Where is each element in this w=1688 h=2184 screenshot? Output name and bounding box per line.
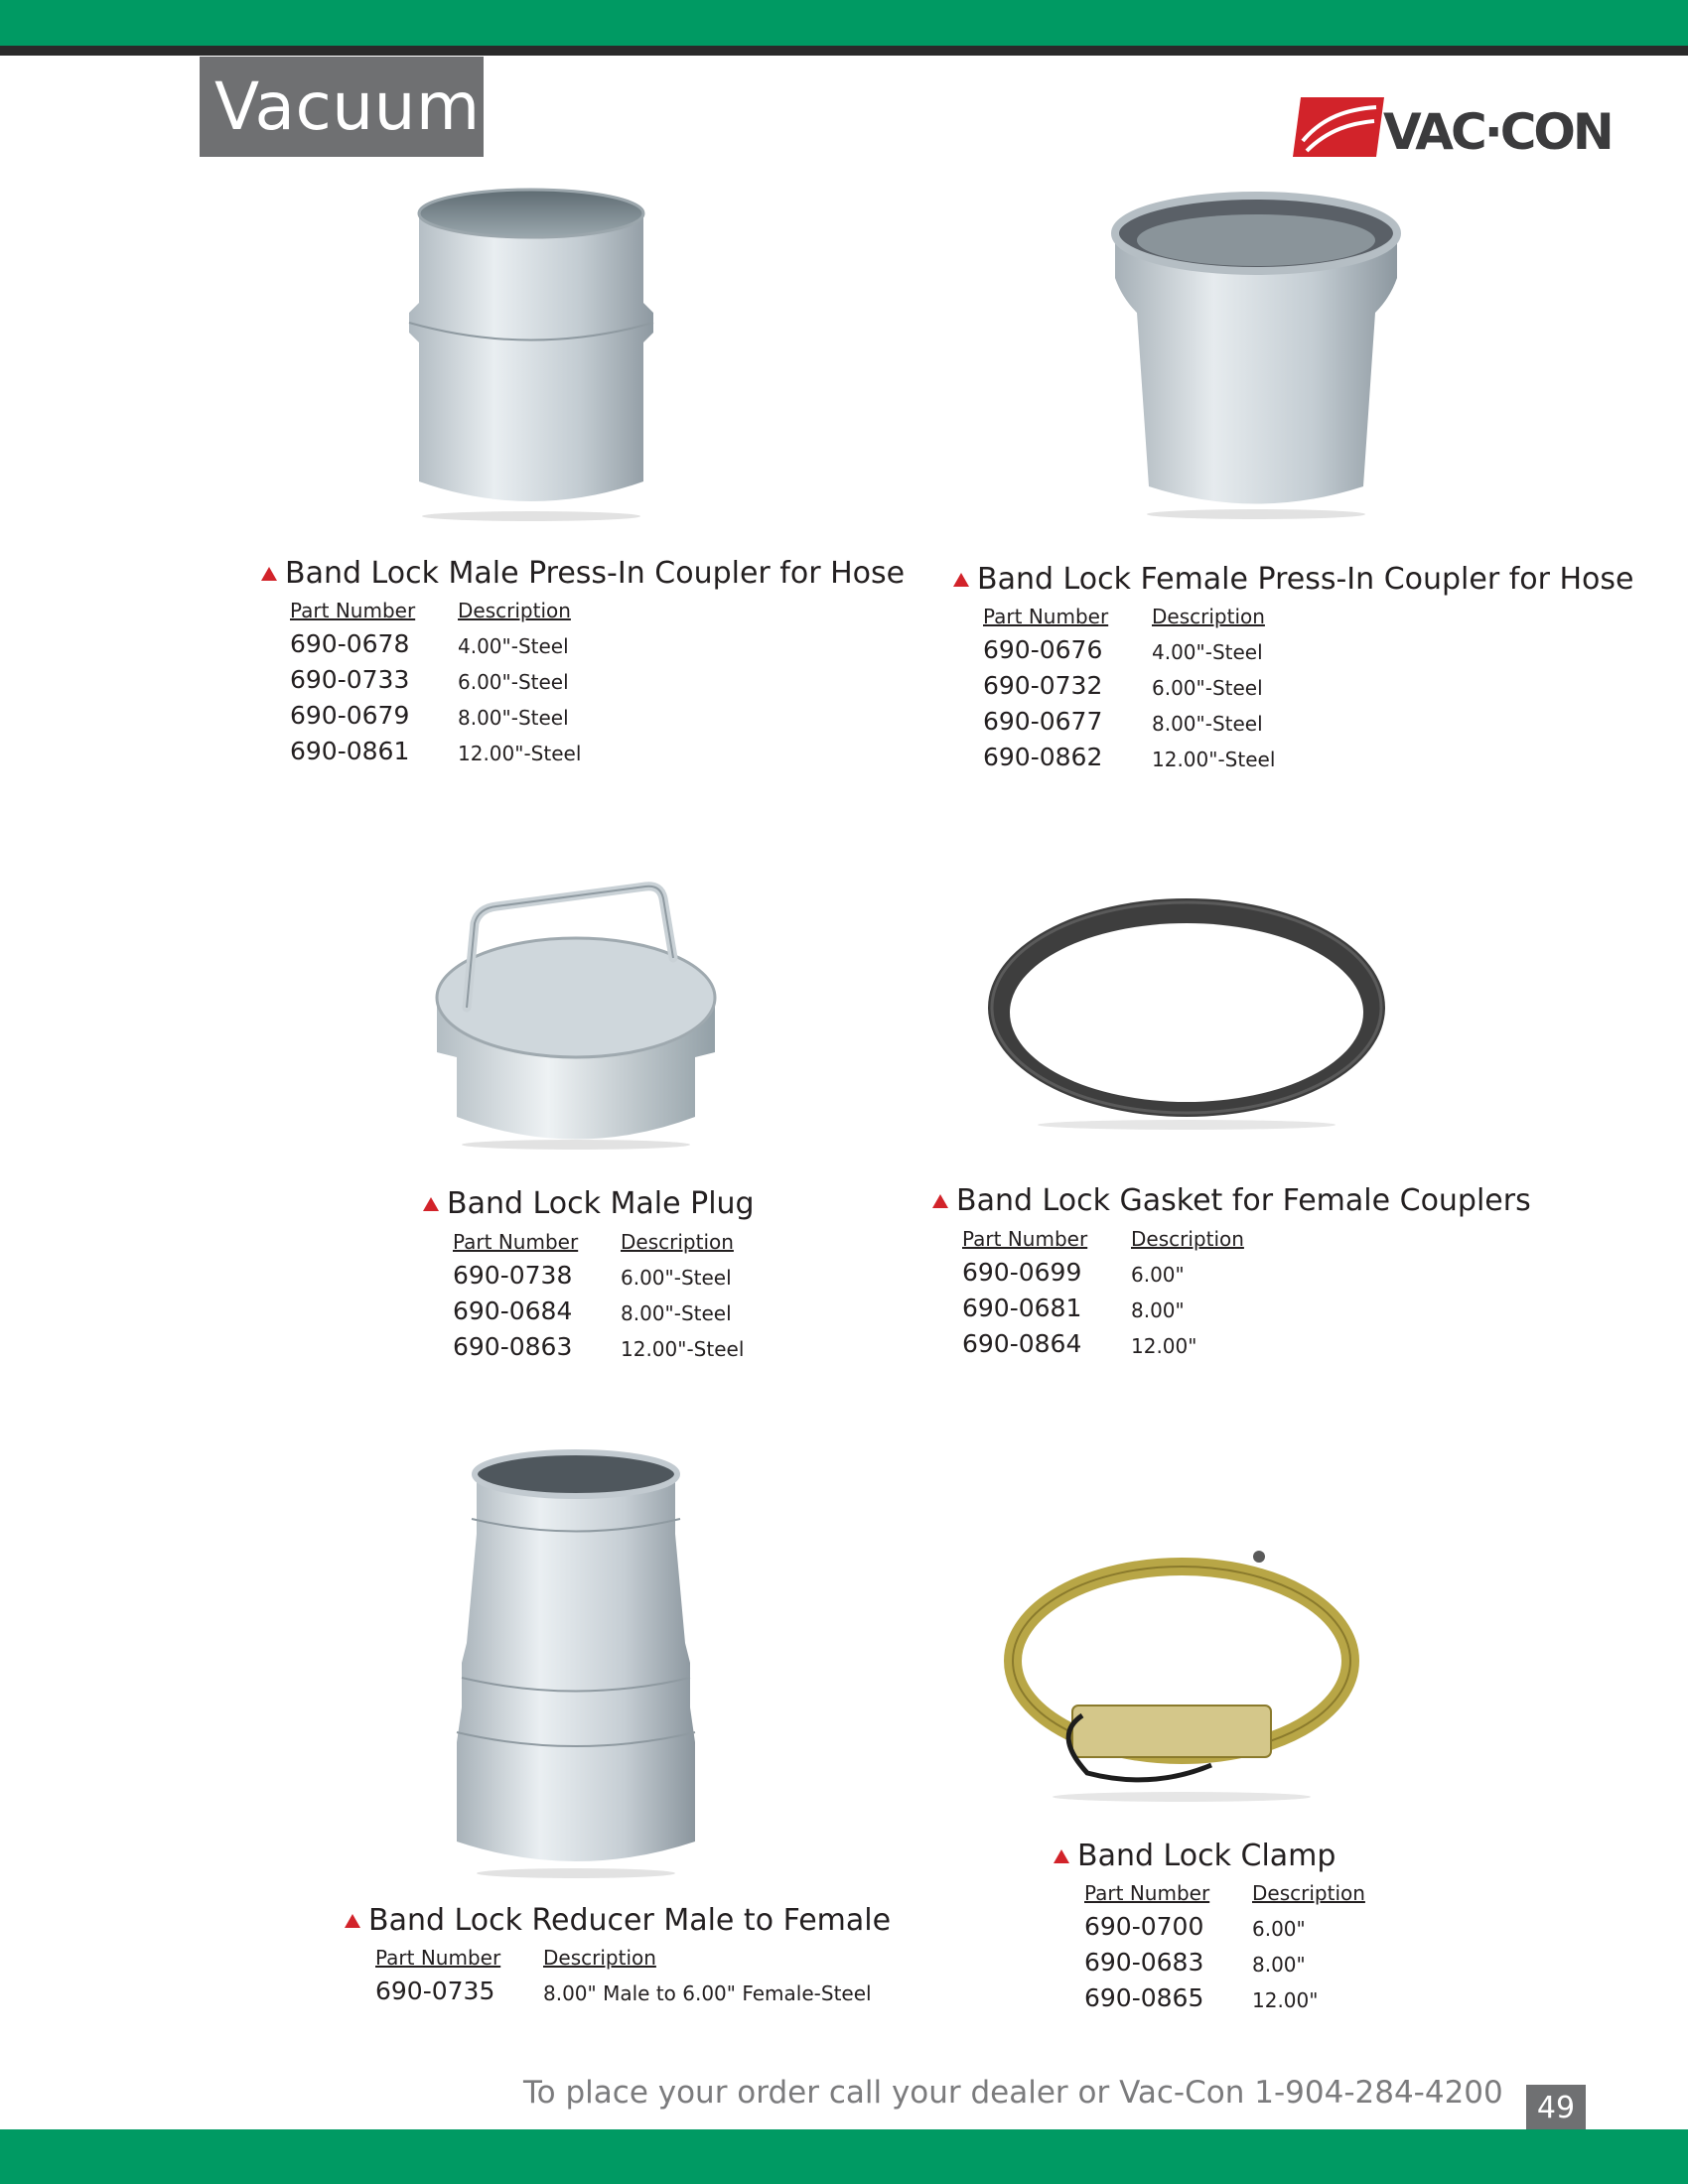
triangle-bullet-icon [953,573,969,587]
part-number: 690-0861 [290,737,410,765]
description-header: Description [458,599,571,622]
triangle-bullet-icon [345,1914,360,1928]
product-title: Band Lock Clamp [1054,1839,1336,1874]
part-number-header: Part Number [375,1946,501,1970]
page-number: 49 [1526,2085,1586,2130]
part-number: 690-0864 [962,1329,1082,1358]
part-number: 690-0681 [962,1294,1082,1322]
part-number-header: Part Number [962,1227,1088,1251]
description-header: Description [1131,1227,1244,1251]
triangle-bullet-icon [423,1197,439,1211]
part-description: 12.00"-Steel [1152,748,1276,771]
triangle-bullet-icon [261,567,277,581]
logo-swoosh-icon [1293,97,1384,157]
male-plug-photo [417,879,735,1152]
top-dark-rule [0,46,1688,56]
product-title: Band Lock Male Press-In Coupler for Hose [261,556,905,592]
gasket-photo [978,884,1395,1132]
section-title: Vacuum [200,57,484,157]
part-number: 690-0733 [290,665,410,694]
reducer-photo [452,1444,700,1881]
part-number: 690-0863 [453,1332,573,1361]
part-number: 690-0738 [453,1261,573,1290]
clamp-photo [1003,1537,1360,1805]
product-title: Band Lock Reducer Male to Female [345,1903,891,1939]
product-title: Band Lock Gasket for Female Couplers [932,1183,1531,1219]
bottom-green-bar [0,2129,1688,2184]
part-description: 6.00"-Steel [621,1266,732,1290]
description-header: Description [543,1946,656,1970]
part-description: 4.00"-Steel [1152,640,1263,664]
part-description: 8.00" [1252,1953,1306,1977]
product-title: Band Lock Male Plug [423,1186,755,1222]
part-description: 12.00" [1252,1988,1319,2012]
part-number: 690-0683 [1084,1948,1204,1977]
top-green-bar [0,0,1688,46]
logo-wordmark: VAC·CON [1383,103,1612,161]
part-number: 690-0862 [983,743,1103,771]
part-number: 690-0678 [290,629,410,658]
description-header: Description [1252,1881,1365,1905]
part-number: 690-0676 [983,635,1103,664]
part-number: 690-0677 [983,707,1103,736]
part-number: 690-0735 [375,1977,495,2005]
part-description: 8.00"-Steel [458,706,569,730]
description-header: Description [1152,605,1265,628]
triangle-bullet-icon [932,1194,948,1208]
part-number: 690-0865 [1084,1983,1204,2012]
part-number-header: Part Number [453,1230,579,1254]
part-number: 690-0679 [290,701,410,730]
part-number-header: Part Number [290,599,416,622]
part-description: 8.00"-Steel [1152,712,1263,736]
part-description: 6.00" [1252,1917,1306,1941]
part-number: 690-0732 [983,671,1103,700]
part-description: 4.00"-Steel [458,634,569,658]
part-number: 690-0699 [962,1258,1082,1287]
part-description: 6.00"-Steel [1152,676,1263,700]
vac-con-logo [1293,97,1612,161]
part-description: 12.00"-Steel [621,1337,745,1361]
part-description: 6.00" [1131,1263,1185,1287]
part-description: 12.00"-Steel [458,742,582,765]
order-contact-text: To place your order call your dealer or Vac-Con 1-904-284-4200 [523,2075,1503,2111]
product-title: Band Lock Female Press-In Coupler for Hose [953,562,1634,598]
part-description: 8.00" Male to 6.00" Female-Steel [543,1981,872,2005]
description-header: Description [621,1230,734,1254]
part-description: 8.00"-Steel [621,1301,732,1325]
part-number: 690-0684 [453,1297,573,1325]
part-number-header: Part Number [983,605,1109,628]
part-description: 8.00" [1131,1298,1185,1322]
part-description: 6.00"-Steel [458,670,569,694]
part-number-header: Part Number [1084,1881,1210,1905]
part-number: 690-0700 [1084,1912,1204,1941]
part-description: 12.00" [1131,1334,1197,1358]
male-press-in-coupler-photo [397,184,665,521]
female-press-in-coupler-photo [1107,189,1405,521]
triangle-bullet-icon [1054,1849,1069,1863]
